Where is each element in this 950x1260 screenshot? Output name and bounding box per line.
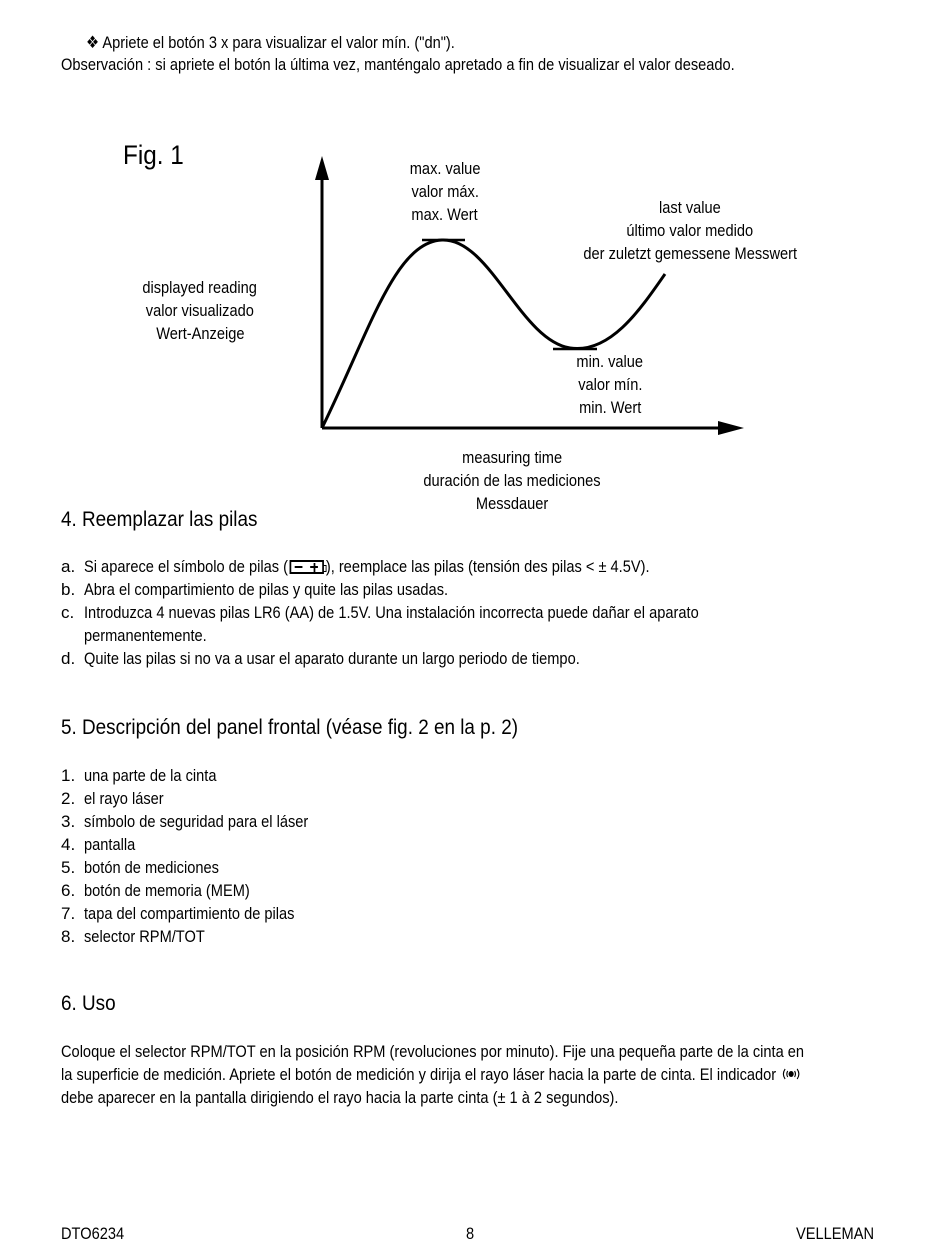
list-item: 4. pantalla (61, 835, 136, 854)
list-item: 5. botón de mediciones (61, 858, 219, 877)
list-item: 8. selector RPM/TOT (61, 927, 205, 946)
y-axis-arrow (315, 156, 329, 180)
x-axis (322, 421, 744, 435)
y-axis (315, 156, 329, 428)
list-item: 1. una parte de la cinta (61, 766, 217, 785)
list-item: d. Quite las pilas si no va a usar el aparato durante un largo periodo de tiempo. (61, 649, 580, 668)
max-value-label: max. value valor máx. max. Wert (409, 159, 481, 224)
footer-brand: VELLEMAN (796, 1224, 875, 1243)
list-item: 3. símbolo de seguridad para el láser (61, 812, 309, 831)
section-4-list (61, 555, 799, 670)
section-5-list (61, 764, 345, 948)
signal-indicator-icon (780, 1067, 802, 1081)
section-4-heading: 4. Reemplazar las pilas (61, 508, 258, 531)
min-value-label: min. value valor mín. min. Wert (576, 352, 644, 417)
section-6-paragraph: Coloque el selector RPM/TOT en la posición RPM (revoluciones por minuto). Fije una pequeña parte de la cinta en la superficie de medición. Apriete el botón de medición y dirija el rayo láser hacia la parte de cinta. El indicador debe aparecer en la pantalla dirigiendo el rayo hacia la parte cinta (± 1 à 2 segundos). (61, 1042, 805, 1107)
list-item: 7. tapa del compartimiento de pilas (61, 904, 295, 923)
observation-text: Observación : si apriete el botón la última vez, manténgalo apretado a fin de visualizar el valor deseado. (61, 55, 735, 74)
bullet-glyph: ❖ (86, 33, 100, 52)
section-5-heading: 5. Descripción del panel frontal (véase fig. 2 en la p. 2) (61, 716, 519, 739)
last-value-label: last value último valor medido der zuletzt gemessene Messwert (583, 198, 797, 263)
list-item: a. Si aparece el símbolo de pilas ( ), reemplace las pilas (tensión des pilas < ± 4.5V). (61, 557, 650, 576)
list-item: 6. botón de memoria (MEM) (61, 881, 250, 900)
x-axis-label: measuring time duración de las mediciones Messdauer (423, 448, 601, 513)
footer-model: DTO6234 (61, 1224, 125, 1243)
footer-page-number: 8 (466, 1224, 475, 1243)
list-item: c. Introduzca 4 nuevas pilas LR6 (AA) de 1.5V. Una instalación incorrecta puede dañar el aparato permanentemente. (61, 603, 699, 645)
battery-icon (290, 560, 324, 574)
figure-title: Fig. 1 (123, 140, 184, 170)
bullet-text: Apriete el botón 3 x para visualizar el valor mín. ("dn"). (102, 33, 455, 52)
section-6-heading: 6. Uso (61, 992, 116, 1015)
x-axis-arrow (718, 421, 744, 435)
list-item: 2. el rayo láser (61, 789, 164, 808)
y-axis-label: displayed reading valor visualizado Wert-Anzeige (142, 278, 258, 343)
list-item: b. Abra el compartimiento de pilas y quite las pilas usadas. (61, 580, 449, 599)
